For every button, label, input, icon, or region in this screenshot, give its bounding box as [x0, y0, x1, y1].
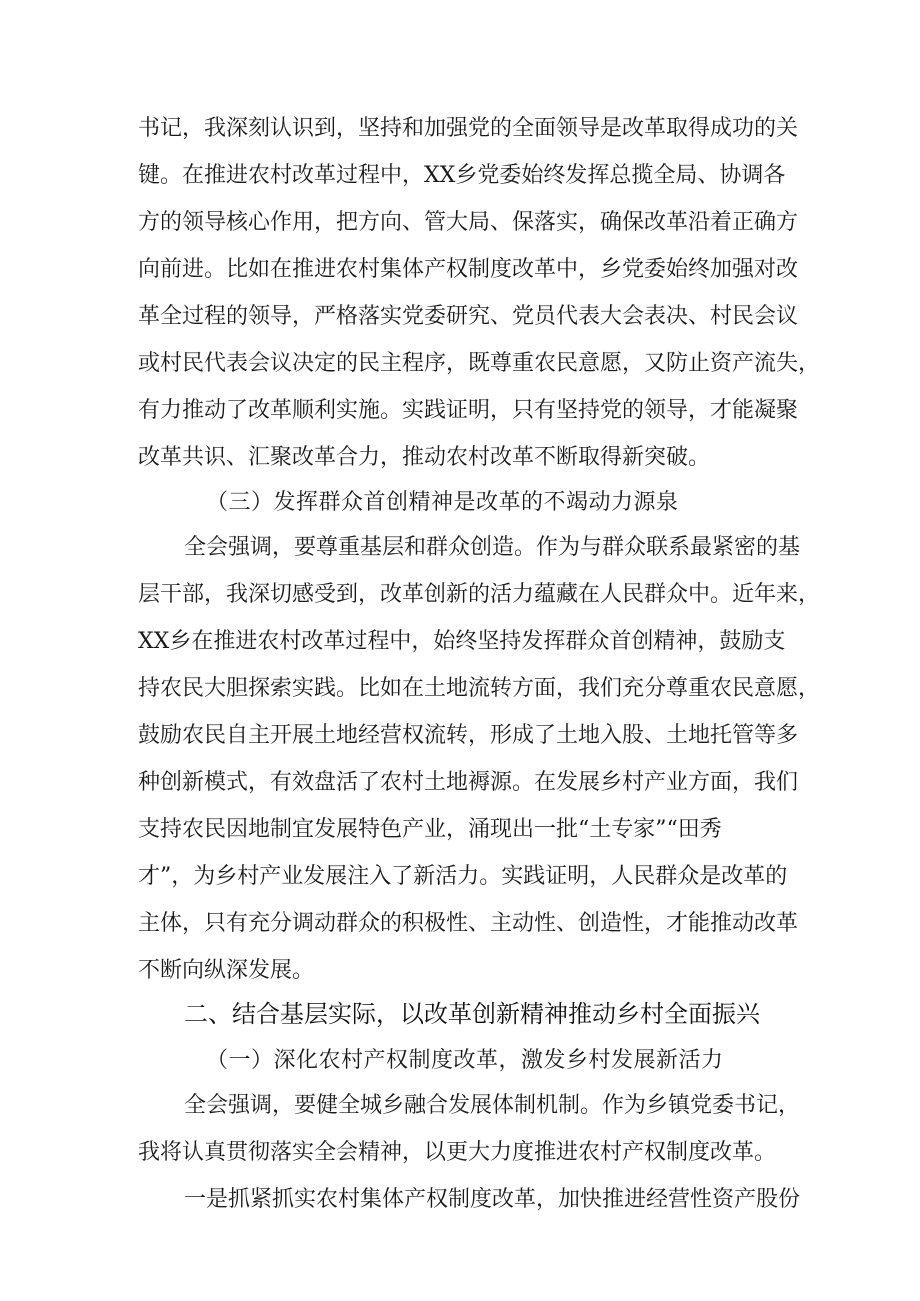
body-text-line: XX乡在推进农村改革过程中，始终坚持发挥群众首创精神，鼓励支 [138, 629, 786, 654]
body-text-line: 键。在推进农村改革过程中，XX乡党委始终发挥总揽全局、协调各 [138, 163, 786, 188]
body-text-line: 有力推动了改革顺利实施。实践证明，只有坚持党的领导，才能凝聚 [138, 398, 799, 423]
body-text-line: 向前进。比如在推进农村集体产权制度改革中，乡党委始终加强对改 [138, 257, 799, 282]
body-text-line: 全会强调，要健全城乡融合发展体制机制。作为乡镇党委书记， [184, 1093, 801, 1118]
body-text-line: 种创新模式，有效盘活了农村土地褥源。在发展乡村产业方面，我们 [138, 770, 799, 795]
section-subheading: （一）深化农村产权制度改革，激发乡村发展新活力 [206, 1048, 724, 1073]
body-text-line: 革全过程的领导，严格落实党委研究、党员代表大会表决、村民会议 [138, 304, 799, 329]
section-subheading: （三）发挥群众首创精神是改革的不竭动力源泉 [206, 490, 679, 515]
body-text-line: 方的领导核心作用，把方向、管大局、保落实，确保改革沿着正确方 [138, 210, 799, 235]
body-text-line: 不断向纵深发展。 [138, 958, 315, 983]
body-text-line: 才”，为乡村产业发展注入了新活力。实践证明，人民群众是改革的 [138, 864, 788, 889]
body-text-line: 一是抓紧抓实农村集体产权制度改革，加快推进经营性资产股份 [184, 1187, 801, 1212]
body-text-line: 全会强调，要尊重基层和群众创造。作为与群众联系最紧密的基 [184, 535, 801, 560]
body-text-line: 书记，我深刻认识到，坚持和加强党的全面领导是改革取得成功的关 [138, 116, 799, 141]
section-heading: 二、结合基层实际，以改革创新精神推动乡村全面振兴 [184, 1000, 760, 1028]
body-text-line: 鼓励农民自主开展土地经营权流转，形成了土地入股、土地托管等多 [138, 723, 799, 748]
body-text-line: 或村民代表会议决定的民主程序，既尊重农民意愿，又防止资产流失， [138, 351, 821, 376]
body-text-line: 改革共识、汇聚改革合力，推动农村改革不断取得新突破。 [138, 445, 711, 470]
body-text-line: 持农民大胆探索实践。比如在土地流转方面，我们充分尊重农民意愿， [138, 676, 821, 701]
body-text-line: 层干部，我深切感受到，改革创新的活力蕴藏在人民群众中。近年来， [138, 582, 821, 607]
body-text-line: 主体，只有充分调动群众的积极性、主动性、创造性，才能推动改革 [138, 911, 799, 936]
body-text-line: 我将认真贯彻落实全会精神，以更大力度推进农村产权制度改革。 [138, 1140, 777, 1165]
body-text-line: 支持农民因地制宜发展特色产业，涌现出一批“土专家”“田秀 [138, 817, 722, 842]
